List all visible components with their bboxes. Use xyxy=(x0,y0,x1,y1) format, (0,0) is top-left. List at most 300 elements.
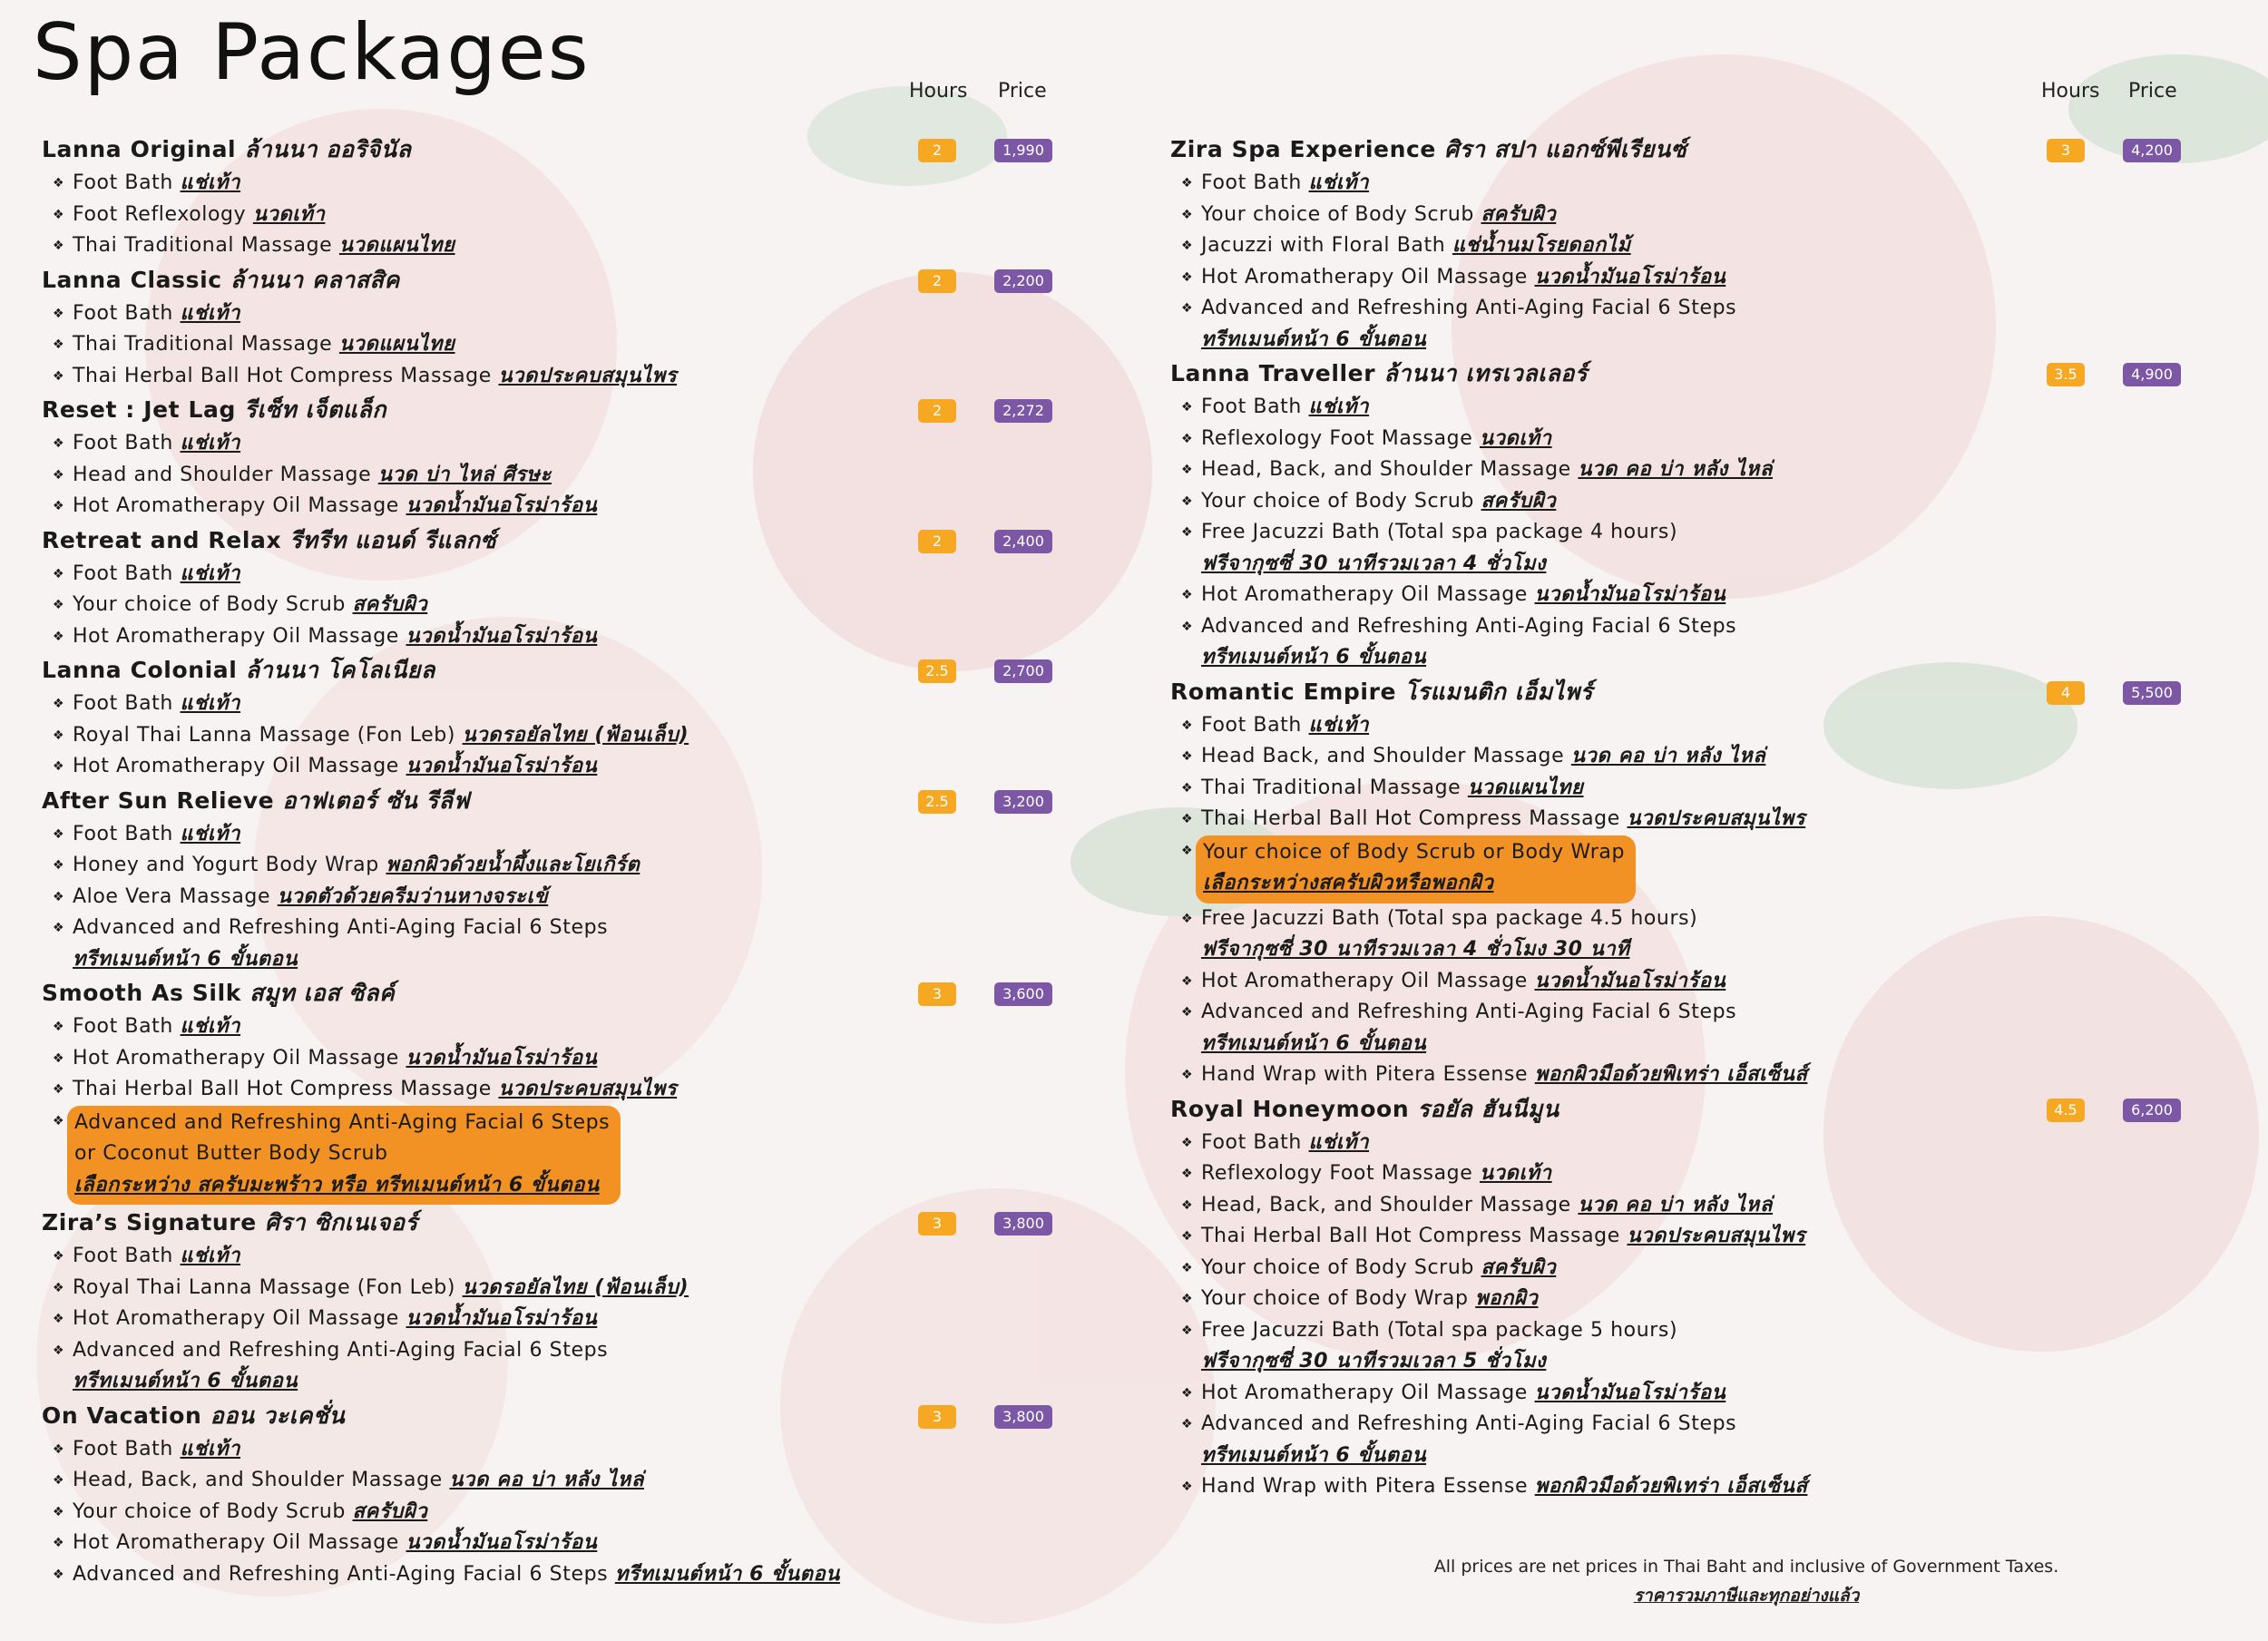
treatment-item xyxy=(53,1465,1058,1497)
bullet-diamond-icon: ❖ xyxy=(1181,1135,1194,1150)
bullet-diamond-icon: ❖ xyxy=(53,921,65,935)
treatment-item xyxy=(1181,611,2204,643)
bullet-diamond-icon: ❖ xyxy=(53,1312,65,1326)
treatment-english: Advanced and Refreshing Anti-Aging Facial 6 Steps xyxy=(73,1562,609,1586)
treatment-thai: แช่เท้า xyxy=(180,692,241,715)
treatment-item xyxy=(53,850,1058,882)
bullet-diamond-icon: ❖ xyxy=(1181,1068,1194,1082)
bullet-diamond-icon: ❖ xyxy=(53,629,65,644)
treatment-thai: นวดน้ำมันอโรม่าร้อน xyxy=(406,1307,598,1330)
treatment-item xyxy=(53,819,1058,851)
treatment-english: Hot Aromatherapy Oil Massage xyxy=(73,755,399,777)
package-name-thai: ล้านนา โคโลเนียล xyxy=(245,657,435,683)
treatment-item xyxy=(1181,424,2204,455)
price-badge: 3,800 xyxy=(994,1405,1052,1429)
treatment-item xyxy=(1181,517,2204,549)
treatment-item xyxy=(1181,454,2204,486)
treatment-thai: ทรีทเมนต์หน้า 6 ขั้นตอน xyxy=(1201,327,1427,351)
package-name-thai: ออน วะเคชั่น xyxy=(210,1402,346,1429)
package-title xyxy=(42,1205,1058,1241)
treatment-thai: ทรีทเมนต์หน้า 6 ขั้นตอน xyxy=(1201,1443,1427,1467)
treatment-english: Head and Shoulder Massage xyxy=(73,463,372,486)
bullet-diamond-icon: ❖ xyxy=(53,337,65,352)
treatment-english: Royal Thai Lanna Massage (Fon Leb) xyxy=(73,1275,455,1299)
treatment-list xyxy=(42,298,1058,393)
treatment-item xyxy=(53,1304,1058,1335)
hours-badge: 3 xyxy=(2047,139,2085,162)
treatment-thai: นวดน้ำมันอโรม่าร้อน xyxy=(1534,265,1726,288)
price-badge: 4,900 xyxy=(2123,363,2181,386)
treatment-english: Free Jacuzzi Bath (Total spa package 4.5 hours) xyxy=(1201,906,1698,930)
package-name-thai: รีเซ็ท เจ็ตแล็ก xyxy=(244,396,387,423)
treatment-item xyxy=(1181,486,2204,518)
bullet-diamond-icon: ❖ xyxy=(53,1113,65,1128)
package-block xyxy=(42,392,1058,523)
hours-badge: 3.5 xyxy=(2047,363,2085,386)
bullet-diamond-icon: ❖ xyxy=(1181,1323,1194,1338)
treatment-thai: นวดแผนไทย xyxy=(338,333,455,356)
package-name: Retreat and Relax xyxy=(42,526,282,553)
hours-badge: 3 xyxy=(918,1405,956,1429)
bullet-diamond-icon: ❖ xyxy=(53,1249,65,1264)
treatment-thai: นวดแผนไทย xyxy=(338,234,455,257)
hours-header-left: Hours xyxy=(909,80,968,103)
bullet-diamond-icon: ❖ xyxy=(1181,463,1194,477)
treatment-english: Hand Wrap with Pitera Essense xyxy=(1201,1063,1529,1086)
treatment-english: Foot Bath xyxy=(73,171,173,194)
treatment-thai: สครับผิว xyxy=(352,593,428,616)
bullet-diamond-icon: ❖ xyxy=(53,1082,65,1097)
package-block xyxy=(42,132,1058,262)
hours-badge: 2 xyxy=(918,139,956,162)
bullet-diamond-icon: ❖ xyxy=(1181,1197,1194,1213)
treatment-thai: นวดน้ำมันอโรม่าร้อน xyxy=(406,1046,598,1070)
hours-badge: 2 xyxy=(918,530,956,553)
package-name: Lanna Original xyxy=(42,136,237,162)
treatment-thai: พอกผิว xyxy=(1475,1287,1539,1310)
treatment-item xyxy=(53,329,1058,361)
bullet-diamond-icon: ❖ xyxy=(1181,1385,1194,1401)
treatment-list xyxy=(1170,392,2204,674)
treatment-thai: นวดเท้า xyxy=(252,202,326,226)
treatment-thai: ฟรีจากุซซี่ 30 นาทีรวมเวลา 4 ชั่วโมง 30 นาที xyxy=(1201,938,1630,961)
treatment-english: Foot Bath xyxy=(1201,171,1302,194)
treatment-item xyxy=(1181,904,2204,935)
treatment-thai: ทรีทเมนต์หน้า 6 ขั้นตอน xyxy=(1201,1031,1427,1055)
package-name: Lanna Traveller xyxy=(1170,360,1376,386)
treatment-item xyxy=(1181,773,2204,805)
bullet-diamond-icon: ❖ xyxy=(53,1536,65,1550)
bullet-diamond-icon: ❖ xyxy=(53,889,65,904)
bullet-diamond-icon: ❖ xyxy=(1181,431,1194,446)
treatment-english: Foot Bath xyxy=(73,301,173,325)
treatment-item xyxy=(1181,1284,2204,1315)
treatment-english: Advanced and Refreshing Anti-Aging Facial 6 Steps xyxy=(73,916,609,939)
treatment-thai: ฟรีจากุซซี่ 30 นาทีรวมเวลา 5 ชั่วโมง xyxy=(1201,1350,1547,1372)
treatment-item xyxy=(1181,1128,2204,1159)
package-name: Zira Spa Experience xyxy=(1170,136,1436,162)
treatment-thai: นวดประคบสมุนไพร xyxy=(1627,1225,1806,1247)
treatment-english: Hand Wrap with Pitera Essense xyxy=(1201,1475,1529,1498)
bullet-diamond-icon: ❖ xyxy=(53,728,65,743)
treatment-english: Your choice of Body Scrub xyxy=(1201,1255,1474,1279)
treatment-list xyxy=(42,168,1058,262)
treatment-item xyxy=(1181,392,2204,424)
package-name: Reset : Jet Lag xyxy=(42,396,237,423)
treatment-english: Your choice of Body Scrub xyxy=(73,593,346,616)
price-badge: 2,400 xyxy=(994,530,1052,553)
treatment-item xyxy=(53,590,1058,621)
treatment-english: Thai Herbal Ball Hot Compress Massage xyxy=(73,1078,492,1100)
treatment-english: Advanced and Refreshing Anti-Aging Facial 6 Steps xyxy=(1201,1001,1737,1023)
treatment-thai: นวดน้ำมันอโรม่าร้อน xyxy=(406,624,598,648)
treatment-english: Hot Aromatherapy Oil Massage xyxy=(1201,969,1528,992)
bullet-diamond-icon: ❖ xyxy=(1181,301,1194,316)
price-badge: 2,700 xyxy=(994,659,1052,683)
treatment-thai: ทรีทเมนต์หน้า 6 ขั้นตอน xyxy=(73,947,298,971)
treatment-english: Foot Bath xyxy=(73,1245,173,1267)
bullet-diamond-icon: ❖ xyxy=(53,1280,65,1295)
bullet-diamond-icon: ❖ xyxy=(1181,269,1194,285)
package-name: Lanna Colonial xyxy=(42,657,238,683)
bullet-diamond-icon: ❖ xyxy=(53,207,65,222)
bullet-diamond-icon: ❖ xyxy=(53,1473,65,1488)
treatment-item xyxy=(53,621,1058,653)
package-block xyxy=(1170,1091,2204,1503)
bullet-diamond-icon: ❖ xyxy=(53,306,65,321)
package-block xyxy=(1170,674,2204,1091)
package-name-thai: รอยัล ฮันนีมูน xyxy=(1417,1095,1559,1122)
treatment-english: Your choice of Body Wrap xyxy=(1201,1287,1469,1310)
footnote-thai: ราคารวมภาษีและทุกอย่างแล้ว xyxy=(1633,1586,1860,1606)
treatment-thai: สครับผิว xyxy=(1481,1255,1557,1279)
treatment-item xyxy=(1181,1221,2204,1253)
treatment-item xyxy=(1181,1253,2204,1284)
bullet-diamond-icon: ❖ xyxy=(1181,911,1194,926)
treatment-thai-line xyxy=(1201,934,2204,966)
treatment-english: Advanced and Refreshing Anti-Aging Facial 6 Steps xyxy=(1201,614,1737,638)
treatment-item xyxy=(1181,262,2204,294)
treatment-item xyxy=(53,460,1058,492)
package-name-thai: รีทรีท แอนด์ รีแลกซ์ xyxy=(289,526,497,553)
treatment-english: Hot Aromatherapy Oil Massage xyxy=(73,1046,399,1070)
treatment-item xyxy=(53,882,1058,913)
treatment-english: Royal Thai Lanna Massage (Fon Leb) xyxy=(73,723,455,747)
treatment-item xyxy=(53,1335,1058,1367)
treatment-english: Reflexology Foot Massage xyxy=(1201,1162,1473,1185)
package-title xyxy=(42,262,1058,298)
treatment-item xyxy=(53,1074,1058,1106)
treatment-thai: แช่เท้า xyxy=(1308,1130,1370,1154)
treatment-english: Foot Bath xyxy=(73,1015,173,1038)
treatment-english: Hot Aromatherapy Oil Massage xyxy=(73,624,399,648)
highlighted-option xyxy=(1196,835,1636,904)
treatment-english: Aloe Vera Massage xyxy=(73,884,271,908)
treatment-thai: ทรีทเมนต์หน้า 6 ขั้นตอน xyxy=(73,1370,298,1392)
treatment-list xyxy=(42,559,1058,653)
treatment-english: Head, Back, and Shoulder Massage xyxy=(73,1469,443,1491)
package-block xyxy=(42,975,1058,1205)
treatment-english: Foot Bath xyxy=(1201,713,1302,737)
treatment-thai: ทรีทเมนต์หน้า 6 ขั้นตอน xyxy=(614,1562,840,1586)
treatment-thai: เลือกระหว่าง สครับมะพร้าว หรือ ทรีทเมนต์หน้า 6 ขั้นตอน xyxy=(74,1173,600,1197)
package-title xyxy=(42,1398,1058,1434)
bullet-diamond-icon: ❖ xyxy=(53,697,65,711)
treatment-item xyxy=(53,428,1058,460)
treatment-english: Foot Bath xyxy=(73,1437,173,1460)
treatment-item xyxy=(1181,230,2204,262)
hours-badge: 3 xyxy=(918,1212,956,1236)
treatment-english: Foot Reflexology xyxy=(73,202,247,226)
package-block xyxy=(42,1398,1058,1591)
price-badge: 2,272 xyxy=(994,399,1052,423)
treatment-item xyxy=(53,1273,1058,1304)
treatment-thai: นวด คอ บ่า หลัง ไหล่ xyxy=(449,1469,644,1491)
treatment-english: Hot Aromatherapy Oil Massage xyxy=(73,494,399,517)
treatment-thai: นวดเท้า xyxy=(1479,426,1552,450)
package-name-thai: ศิรา สปา แอกซ์พีเรียนซ์ xyxy=(1444,136,1687,162)
treatment-item xyxy=(53,1011,1058,1043)
treatment-english: Foot Bath xyxy=(1201,396,1302,418)
bullet-diamond-icon: ❖ xyxy=(1181,588,1194,602)
bullet-diamond-icon: ❖ xyxy=(53,598,65,612)
hours-badge: 2 xyxy=(918,269,956,293)
bullet-diamond-icon: ❖ xyxy=(1181,239,1194,253)
package-title xyxy=(42,392,1058,428)
bullet-diamond-icon: ❖ xyxy=(53,1050,65,1066)
treatment-english: Hot Aromatherapy Oil Massage xyxy=(1201,265,1528,288)
treatment-item xyxy=(1181,1471,2204,1503)
treatment-english: Foot Bath xyxy=(73,432,173,454)
package-name-thai: สมูท เอส ซิลค์ xyxy=(249,980,396,1006)
package-name: Smooth As Silk xyxy=(42,980,241,1006)
hours-badge: 4 xyxy=(2047,681,2085,705)
package-name-thai: อาฟเตอร์ ซัน รีลีฟ xyxy=(282,786,470,814)
treatment-english: Reflexology Foot Massage xyxy=(1201,426,1473,450)
treatment-english: Your choice of Body Scrub xyxy=(1201,202,1474,226)
treatment-thai: นวดประคบสมุนไพร xyxy=(498,364,678,387)
treatment-item xyxy=(53,689,1058,720)
bullet-diamond-icon: ❖ xyxy=(53,1020,65,1034)
hours-badge: 2.5 xyxy=(918,790,956,814)
treatment-item xyxy=(1181,1378,2204,1410)
treatment-english: Foot Bath xyxy=(73,822,173,845)
treatment-list xyxy=(42,1011,1058,1205)
treatment-english: Advanced and Refreshing Anti-Aging Facial 6 Steps xyxy=(73,1338,609,1362)
treatment-thai: นวดประคบสมุนไพร xyxy=(498,1078,678,1100)
bullet-diamond-icon: ❖ xyxy=(53,1504,65,1519)
treatment-list xyxy=(1170,1128,2204,1503)
treatment-item xyxy=(1181,200,2204,231)
bullet-diamond-icon: ❖ xyxy=(1181,1480,1194,1494)
bullet-diamond-icon: ❖ xyxy=(1181,1260,1194,1275)
bullet-diamond-icon: ❖ xyxy=(1181,780,1194,796)
treatment-english: Foot Bath xyxy=(1201,1130,1302,1154)
treatment-item xyxy=(1181,1158,2204,1190)
package-block xyxy=(1170,132,2204,356)
treatment-item xyxy=(53,361,1058,393)
treatment-thai: แช่เท้า xyxy=(180,301,241,325)
treatment-english: Thai Traditional Massage xyxy=(73,234,333,257)
treatment-english: Hot Aromatherapy Oil Massage xyxy=(1201,583,1528,606)
package-title xyxy=(42,132,1058,168)
treatment-item xyxy=(53,1497,1058,1529)
treatment-english: Free Jacuzzi Bath (Total spa package 5 hours) xyxy=(1201,1318,1678,1342)
bullet-diamond-icon: ❖ xyxy=(53,826,65,842)
bullet-diamond-icon: ❖ xyxy=(1181,749,1194,764)
treatment-thai-line xyxy=(1201,1029,2204,1060)
bullet-diamond-icon: ❖ xyxy=(1181,1005,1194,1020)
footnote-english: All prices are net prices in Thai Baht and inclusive of Government Taxes. xyxy=(1433,1557,2059,1577)
treatment-item xyxy=(53,1241,1058,1273)
treatment-item xyxy=(1181,1060,2204,1091)
treatment-thai: นวด คอ บ่า หลัง ไหล่ xyxy=(1578,1193,1773,1216)
treatment-item xyxy=(53,230,1058,262)
package-name: Zira’s Signature xyxy=(42,1209,257,1236)
treatment-thai: แช่เท้า xyxy=(180,1015,241,1038)
bullet-diamond-icon: ❖ xyxy=(1181,1167,1194,1181)
treatment-english: Your choice of Body Scrub xyxy=(1201,489,1474,513)
treatment-english: Hot Aromatherapy Oil Massage xyxy=(73,1307,399,1330)
treatment-english: Your choice of Body Scrub xyxy=(73,1499,346,1523)
price-header-left: Price xyxy=(998,80,1047,103)
treatment-item xyxy=(1181,835,2204,904)
treatment-thai: สครับผิว xyxy=(1481,489,1557,513)
treatment-thai: สครับผิว xyxy=(1481,202,1557,226)
treatment-english: Thai Traditional Massage xyxy=(73,333,333,356)
treatment-english: Advanced and Refreshing Anti-Aging Facial 6 Steps xyxy=(1201,1412,1737,1435)
right-package-column xyxy=(1170,132,2204,1503)
package-title xyxy=(42,783,1058,819)
treatment-english: Advanced and Refreshing Anti-Aging Facial 6 Steps xyxy=(74,1110,611,1134)
treatment-thai: นวดเท้า xyxy=(1479,1162,1552,1185)
treatment-list xyxy=(42,819,1058,976)
package-name-thai: ล้านนา คลาสสิค xyxy=(230,266,400,293)
bullet-diamond-icon: ❖ xyxy=(53,436,65,451)
treatment-thai-line xyxy=(1201,549,2204,581)
treatment-thai-line xyxy=(73,944,1058,976)
page-title: Spa Packages xyxy=(33,7,591,98)
package-name: Royal Honeymoon xyxy=(1170,1095,1410,1122)
bullet-diamond-icon: ❖ xyxy=(53,176,65,190)
hours-badge: 2.5 xyxy=(918,659,956,683)
treatment-thai: พอกผิวมือด้วยพิเทร่า เอ็สเซ็นส์ xyxy=(1534,1063,1808,1086)
price-badge: 6,200 xyxy=(2123,1099,2181,1122)
treatment-item xyxy=(1181,293,2204,325)
treatment-english: Jacuzzi with Floral Bath xyxy=(1201,234,1446,257)
price-header-right: Price xyxy=(2128,80,2177,103)
treatment-item xyxy=(1181,580,2204,611)
treatment-thai: นวดน้ำมันอโรม่าร้อน xyxy=(406,1531,598,1554)
bullet-diamond-icon: ❖ xyxy=(53,1441,65,1457)
treatment-thai: สครับผิว xyxy=(352,1499,428,1523)
treatment-thai: นวดรอยัลไทย (ฟ้อนเล็บ) xyxy=(462,723,689,747)
bullet-diamond-icon: ❖ xyxy=(1181,973,1194,989)
treatment-list xyxy=(1170,710,2204,1091)
treatment-list xyxy=(42,428,1058,523)
bullet-diamond-icon: ❖ xyxy=(1181,1292,1194,1306)
treatment-item xyxy=(53,1043,1058,1075)
bullet-diamond-icon: ❖ xyxy=(53,858,65,873)
bullet-diamond-icon: ❖ xyxy=(1181,812,1194,826)
treatment-item xyxy=(53,1434,1058,1466)
treatment-item xyxy=(53,298,1058,330)
price-badge: 3,800 xyxy=(994,1212,1052,1236)
treatment-list xyxy=(1170,168,2204,356)
bullet-diamond-icon: ❖ xyxy=(1181,843,1194,858)
treatment-item xyxy=(1181,997,2204,1029)
treatment-list xyxy=(42,1434,1058,1591)
treatment-thai: แช่เท้า xyxy=(180,822,241,845)
treatment-item xyxy=(53,1559,1058,1591)
bullet-diamond-icon: ❖ xyxy=(1181,400,1194,415)
treatment-thai: นวดประคบสมุนไพร xyxy=(1627,807,1806,830)
treatment-english: Thai Traditional Massage xyxy=(1201,776,1461,799)
treatment-english: Thai Herbal Ball Hot Compress Massage xyxy=(1201,1225,1620,1247)
bullet-diamond-icon: ❖ xyxy=(53,1343,65,1358)
treatment-item xyxy=(53,720,1058,752)
treatment-thai-line xyxy=(1201,642,2204,674)
treatment-thai: แช่เท้า xyxy=(180,1245,241,1267)
package-name-thai: ศิรา ซิกเนเจอร์ xyxy=(265,1209,418,1236)
bullet-diamond-icon: ❖ xyxy=(1181,1417,1194,1431)
treatment-thai-line xyxy=(73,1366,1058,1398)
treatment-item xyxy=(53,491,1058,523)
price-badge: 4,200 xyxy=(2123,139,2181,162)
package-block xyxy=(42,262,1058,393)
package-block xyxy=(42,783,1058,976)
package-name-thai: โรแมนติก เอ็มไพร์ xyxy=(1404,678,1593,705)
treatment-thai: นวดน้ำมันอโรม่าร้อน xyxy=(406,755,598,777)
package-block xyxy=(1170,356,2204,674)
treatment-item xyxy=(53,751,1058,783)
treatment-thai: เลือกระหว่างสครับผิวหรือพอกผิว xyxy=(1203,872,1494,894)
treatment-english: Honey and Yogurt Body Wrap xyxy=(73,854,379,876)
package-name: Lanna Classic xyxy=(42,266,222,293)
treatment-thai: แช่น้ำนมโรยดอกไม้ xyxy=(1452,234,1631,257)
bullet-diamond-icon: ❖ xyxy=(53,499,65,513)
treatment-english: Hot Aromatherapy Oil Massage xyxy=(73,1531,399,1554)
package-name: On Vacation xyxy=(42,1402,202,1429)
treatment-english: Foot Bath xyxy=(73,562,173,585)
bullet-diamond-icon: ❖ xyxy=(1181,1229,1194,1244)
treatment-thai: นวดรอยัลไทย (ฟ้อนเล็บ) xyxy=(462,1275,689,1299)
treatment-thai: นวดแผนไทย xyxy=(1467,776,1584,799)
treatment-item xyxy=(1181,804,2204,835)
treatment-english: Foot Bath xyxy=(73,692,173,715)
treatment-thai: แช่เท้า xyxy=(1308,396,1370,418)
bullet-diamond-icon: ❖ xyxy=(1181,619,1194,634)
treatment-english: Hot Aromatherapy Oil Massage xyxy=(1201,1381,1528,1404)
treatment-thai: พอกผิวมือด้วยพิเทร่า เอ็สเซ็นส์ xyxy=(1534,1475,1808,1498)
treatment-thai: นวด บ่า ไหล่ ศีรษะ xyxy=(377,463,552,486)
treatment-thai: นวดตัวด้วยครีมว่านหางจระเข้ xyxy=(277,884,549,908)
hours-badge: 4.5 xyxy=(2047,1099,2085,1122)
treatment-thai: แช่เท้า xyxy=(1308,713,1370,737)
treatment-item xyxy=(1181,966,2204,998)
hours-badge: 2 xyxy=(918,399,956,423)
treatment-thai: นวดน้ำมันอโรม่าร้อน xyxy=(1534,1381,1726,1404)
hours-header-right: Hours xyxy=(2041,80,2100,103)
treatment-item xyxy=(53,1528,1058,1559)
package-name-thai: ล้านนา ออริจินัล xyxy=(244,136,412,162)
price-badge: 1,990 xyxy=(994,139,1052,162)
treatment-thai-line xyxy=(1201,1441,2204,1472)
treatment-thai: ฟรีจากุซซี่ 30 นาทีรวมเวลา 4 ชั่วโมง xyxy=(1201,552,1547,575)
treatment-thai: นวดน้ำมันอโรม่าร้อน xyxy=(406,494,598,517)
treatment-english: Head, Back, and Shoulder Massage xyxy=(1201,1193,1571,1216)
treatment-list xyxy=(42,689,1058,783)
